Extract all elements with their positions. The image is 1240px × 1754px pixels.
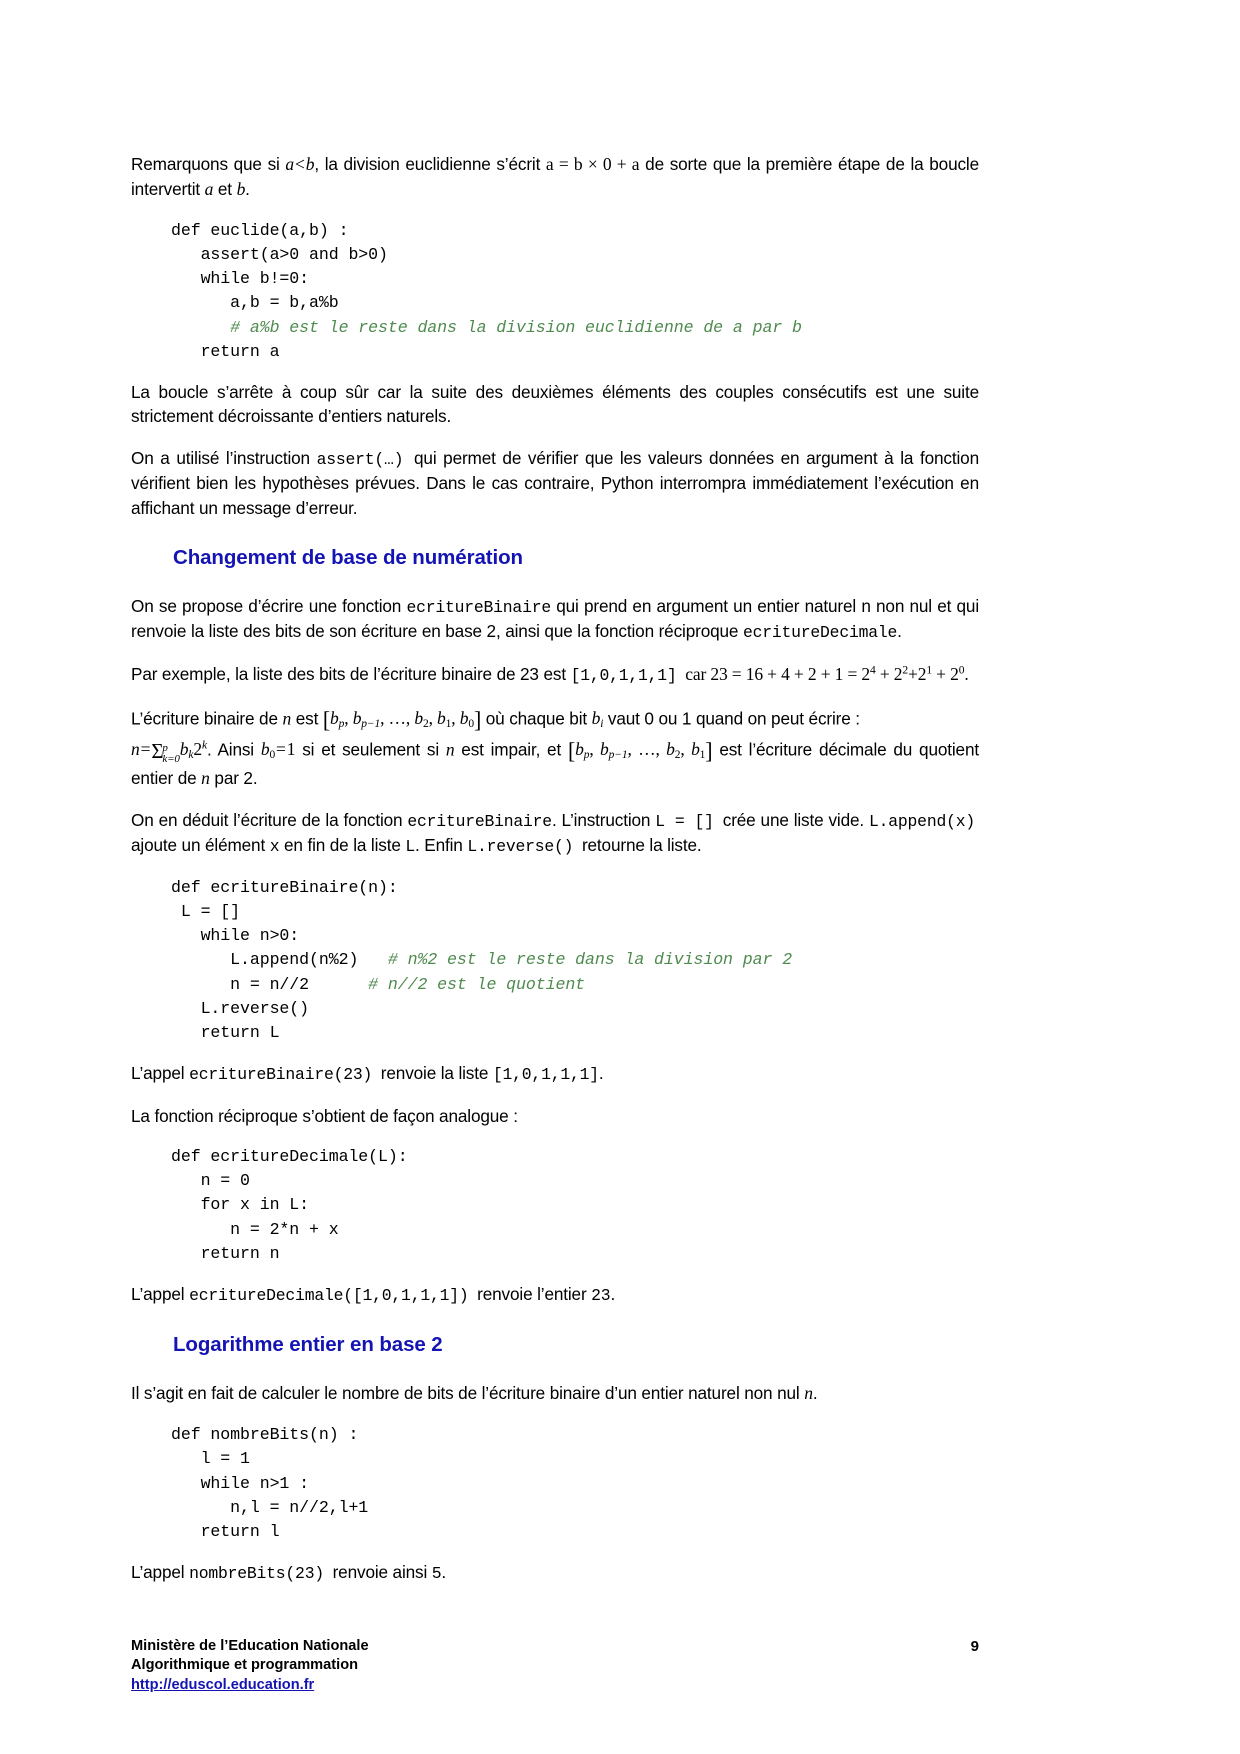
math-bi: $b_i$ — [591, 708, 604, 731]
text-run: où chaque bit — [481, 708, 592, 729]
code-comment: # n//2 est le quotient — [309, 974, 586, 994]
code-block-euclide — [171, 219, 979, 364]
math-vector-bits-trunc: [$b_p$, $b_{p-1}$, …, $b_2$, $b_1$] — [567, 737, 713, 764]
paragraph-appel-binaire — [131, 1061, 979, 1086]
text-run: . — [598, 1063, 604, 1084]
code-listing — [171, 1145, 979, 1266]
text-run: vaut 0 ou 1 quand on peut écrire : — [603, 708, 860, 729]
code-line: def euclide(a,b) : — [171, 220, 349, 240]
code-line: L = [] — [171, 902, 241, 921]
text-run: qui prend en argument un entier naturel n non nul et qui renvoie la liste des bits de son écriture en base 2, ainsi que la fonction réciproque — [131, 595, 979, 642]
code-block-ecriture-binaire — [171, 876, 979, 1046]
paragraph-appel-nombrebits — [131, 1560, 979, 1585]
code-line: while n>1 : — [171, 1473, 310, 1493]
code-block-nombre-bits — [171, 1423, 979, 1544]
math-decomposition: car 23 = 16 + 4 + 2 + 1 = 2 — [685, 663, 871, 684]
code-line: return n — [171, 1243, 280, 1263]
inline-code-call-binaire: ecritureBinaire(23) — [189, 1065, 373, 1085]
inline-code-call-nombrebits: nombreBits(23) — [189, 1564, 324, 1584]
code-line: return L — [171, 1023, 280, 1043]
math-less-than: < — [295, 154, 305, 174]
inline-code-result-5: 5 — [431, 1564, 442, 1584]
inline-code-l-append: L.append(x) — [869, 812, 975, 832]
inline-code-x: x — [269, 837, 280, 857]
footer-text-block — [131, 1637, 369, 1695]
paragraph-ecriture-binaire-def — [131, 704, 979, 791]
text-run: On se propose d’écrire une fonction — [131, 595, 407, 616]
inline-code-call-decimale: ecritureDecimale([1,0,1,1,1]) — [189, 1286, 469, 1306]
math-plus-1: + 2 — [875, 663, 903, 684]
text-run: L’écriture binaire de — [131, 708, 283, 729]
code-line: l = 1 — [171, 1449, 250, 1469]
text-run: Il s’agit en fait de calculer le nombre de bits de l’écriture binaire d’un entier naturel non nul — [131, 1383, 805, 1404]
code-listing — [171, 876, 979, 1046]
text-run: est — [291, 708, 323, 729]
text-run: . Ainsi — [206, 739, 261, 760]
math-a: a — [285, 154, 295, 174]
text-run: crée une liste vide. — [722, 810, 869, 831]
footer-subject: Algorithmique et programmation — [131, 1657, 359, 1674]
text-run: L’appel — [131, 1284, 190, 1305]
inline-code-l-reverse: L.reverse() — [467, 837, 574, 857]
code-line: n = 0 — [171, 1171, 250, 1191]
text-run: renvoie la liste — [380, 1063, 493, 1084]
text-run: renvoie ainsi — [332, 1562, 432, 1583]
code-line-with-comment — [171, 973, 979, 997]
paragraph-assert — [131, 446, 979, 520]
text-run: en fin de la liste — [279, 835, 406, 856]
text-run: retourne la liste. — [581, 835, 702, 856]
math-b2: b — [236, 178, 246, 199]
inline-code-l: L — [405, 837, 415, 857]
paragraph-on-en-deduit — [131, 808, 979, 859]
math-plus-3: + 2 — [931, 663, 959, 684]
text-run: si et seulement si — [295, 739, 446, 760]
math-exponent-0: 0 — [958, 664, 965, 677]
page-footer — [131, 1637, 979, 1695]
code-line: while n>0: — [171, 926, 300, 946]
code-text: n = n//2 — [171, 974, 310, 994]
heading-changement-de-base: Changement de base de numération — [173, 545, 523, 569]
text-run: . — [610, 1284, 616, 1305]
code-line: def ecritureDecimale(L): — [171, 1147, 408, 1167]
math-exponent-2: 2 — [902, 664, 909, 677]
inline-code-ecriturebinaire: ecritureBinaire — [406, 597, 551, 617]
text-run: est impair, et — [454, 739, 568, 760]
text-run: Remarquons que si — [131, 154, 286, 174]
code-line: for x in L: — [171, 1195, 310, 1215]
inline-code-result-list: [1,0,1,1,1] — [492, 1065, 599, 1085]
code-line: n = 2*n + x — [171, 1219, 339, 1239]
paragraph-boucle-arrete: La boucle s’arrête à coup sûr car la suite des deuxièmes éléments des couples consécutifs est une suite strictement décroissante d’entiers naturels. — [131, 382, 979, 427]
math-n-4: n — [804, 1383, 813, 1404]
paragraph-par-exemple — [131, 662, 979, 687]
code-comment-line: # a%b est le reste dans la division euclidienne de a par b — [171, 317, 802, 337]
text-run: . — [812, 1383, 818, 1404]
math-a2: a — [204, 178, 214, 199]
code-line: assert(a>0 and b>0) — [171, 244, 388, 264]
text-run: et — [213, 178, 237, 199]
text-run: est l’écriture décimale du quotient entier de — [131, 739, 980, 789]
math-plus-2: +2 — [908, 663, 927, 684]
code-line: def nombreBits(n) : — [171, 1425, 359, 1445]
math-exponent-1: 1 — [926, 664, 932, 677]
code-listing — [171, 219, 979, 364]
inline-code-ecrituredecimale: ecritureDecimale — [742, 623, 898, 643]
heading-logarithme: Logarithme entier en base 2 — [173, 1333, 443, 1357]
code-comment: # n%2 est le reste dans la division par 2 — [358, 950, 793, 970]
code-listing — [171, 1423, 979, 1544]
text-run: ajoute un élément — [131, 835, 270, 856]
text-run: qui permet de vérifier que les valeurs données en argument à la fonction vérifient bien les hypothèses prévues. Dans le cas contraire, Python interrompra immédiatement l’exécution en affichant un message d’erreur. — [131, 447, 979, 518]
text-run: On en déduit l’écriture de la fonction — [131, 810, 408, 831]
code-block-ecriture-decimale — [171, 1145, 979, 1266]
code-line: a,b = b,a%b — [171, 293, 339, 313]
code-line: L.reverse() — [171, 998, 310, 1018]
text-run: Par exemple, la liste des bits de l’écriture binaire de 23 est — [131, 663, 571, 684]
paragraph-reciproque: La fonction réciproque s’obtient de façon analogue : — [131, 1105, 518, 1126]
code-line: return a — [171, 341, 280, 361]
text-run: , la division euclidienne s’écrit — [314, 154, 546, 174]
math-sum-expression: n=Σ p k=0 $b_k2^k$ — [131, 739, 207, 766]
text-run: . Enfin — [415, 835, 468, 856]
footer-ministry: Ministère de l’Education Nationale — [131, 1638, 369, 1654]
text-run: renvoie l’entier — [477, 1284, 592, 1305]
math-n-2: n — [445, 739, 455, 760]
inline-code-ecriturebinaire-2: ecritureBinaire — [407, 812, 552, 832]
footer-page-number: 9 — [970, 1638, 979, 1655]
paragraph-on-se-propose — [131, 594, 979, 645]
text-run: par 2. — [209, 768, 258, 789]
inline-code-result-23: 23 — [591, 1286, 611, 1306]
code-line: while b!=0: — [171, 269, 310, 289]
page-content — [131, 152, 979, 1603]
math-b0-eq-1: $b_0=1$ — [260, 739, 296, 762]
text-run: . — [897, 621, 902, 642]
math-n-1: n — [282, 708, 292, 729]
math-vector-bits-full: [$b_p$, $b_{p-1}$, …, $b_2$, $b_1$, $b_0$] — [322, 706, 482, 733]
code-line: def ecritureBinaire(n): — [171, 877, 398, 897]
footer-url-link[interactable]: http://eduscol.education.fr — [131, 1676, 315, 1693]
paragraph-logarithme-intro — [131, 1381, 979, 1406]
code-line: return l — [171, 1522, 280, 1542]
code-line-with-comment — [171, 948, 979, 972]
text-run: L’appel — [131, 1063, 190, 1084]
inline-code-bitlist: [1,0,1,1,1] — [570, 665, 677, 685]
math-equation-euclid: a = b × 0 + a — [545, 154, 640, 174]
text-run: . — [441, 1562, 447, 1583]
text-run: de sorte que la première étape de la boucle intervertit — [131, 154, 980, 199]
code-text: L.append(n%2) — [171, 950, 359, 970]
text-run: On a utilisé l’instruction — [131, 447, 317, 468]
paragraph-remarquons — [131, 152, 979, 202]
math-b: b — [305, 154, 315, 174]
text-run: . — [245, 178, 250, 199]
math-n-3: n — [201, 768, 210, 789]
paragraph-appel-decimale — [131, 1282, 979, 1307]
math-period: . — [964, 663, 969, 684]
text-run: L’appel — [131, 1562, 190, 1583]
math-exponent-4: 4 — [870, 664, 876, 677]
text-run: . L’instruction — [551, 810, 656, 831]
code-line: n,l = n//2,l+1 — [171, 1497, 369, 1517]
inline-code-assert: assert(…) — [316, 449, 404, 469]
inline-code-l-empty: L = [] — [655, 812, 714, 832]
